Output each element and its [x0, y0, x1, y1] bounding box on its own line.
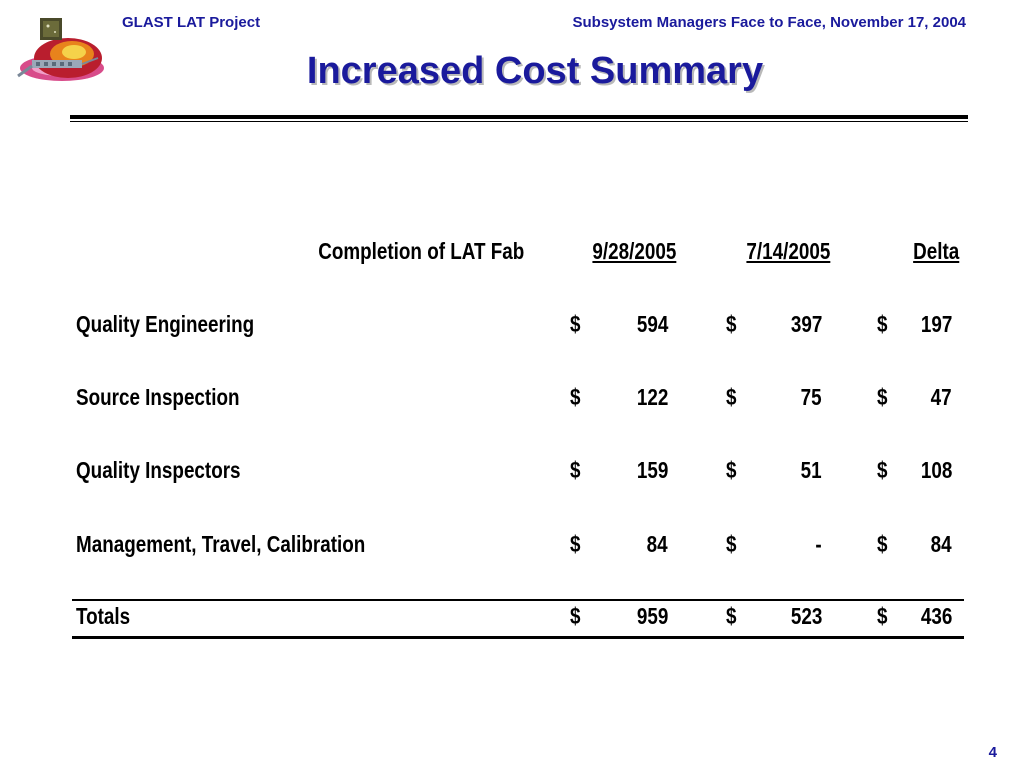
value-col-1: 159 [636, 457, 668, 483]
totals-bottom-rule [72, 636, 964, 639]
header-col-2: 7/14/2005 [746, 238, 830, 264]
row-label: Quality Inspectors [76, 457, 241, 483]
total-col-1: 959 [636, 603, 668, 629]
currency-symbol: $ [726, 384, 737, 410]
currency-symbol: $ [570, 384, 581, 410]
row-label: Quality Engineering [76, 311, 255, 337]
value-col-2: 397 [790, 311, 822, 337]
currency-symbol: $ [877, 457, 888, 483]
currency-symbol: $ [726, 531, 737, 557]
totals-top-rule [72, 599, 964, 601]
currency-symbol: $ [877, 384, 888, 410]
total-col-3: 436 [920, 603, 952, 629]
header-col-3: Delta [912, 238, 959, 264]
total-col-2: 523 [790, 603, 822, 629]
currency-symbol: $ [877, 603, 888, 629]
meeting-title: Subsystem Managers Face to Face, November 17, 2004 [572, 14, 966, 31]
header-label: Completion of LAT Fab [317, 238, 524, 264]
currency-symbol: $ [726, 457, 737, 483]
currency-symbol: $ [726, 603, 737, 629]
currency-symbol: $ [570, 531, 581, 557]
value-col-1: 122 [636, 384, 668, 410]
totals-label: Totals [76, 603, 131, 629]
value-col-1: 594 [636, 311, 668, 337]
currency-symbol: $ [570, 457, 581, 483]
currency-symbol: $ [570, 603, 581, 629]
value-col-2: 51 [801, 457, 822, 483]
project-name: GLAST LAT Project [122, 14, 261, 31]
value-col-3: 197 [920, 311, 952, 337]
title-divider-thin [70, 121, 968, 122]
row-label: Management, Travel, Calibration [76, 531, 366, 557]
title-divider-thick [70, 115, 968, 119]
page-number: 4 [988, 744, 997, 761]
currency-symbol: $ [877, 531, 888, 557]
value-col-3: 108 [920, 457, 952, 483]
currency-symbol: $ [877, 311, 888, 337]
currency-symbol: $ [726, 311, 737, 337]
row-label: Source Inspection [76, 384, 240, 410]
page-title: Increased Cost Summary [306, 50, 764, 92]
currency-symbol: $ [570, 311, 581, 337]
header-col-1: 9/28/2005 [592, 238, 676, 264]
value-col-2: - [815, 531, 822, 557]
value-col-3: 47 [931, 384, 952, 410]
value-col-2: 75 [801, 384, 822, 410]
value-col-3: 84 [931, 531, 952, 557]
value-col-1: 84 [647, 531, 668, 557]
